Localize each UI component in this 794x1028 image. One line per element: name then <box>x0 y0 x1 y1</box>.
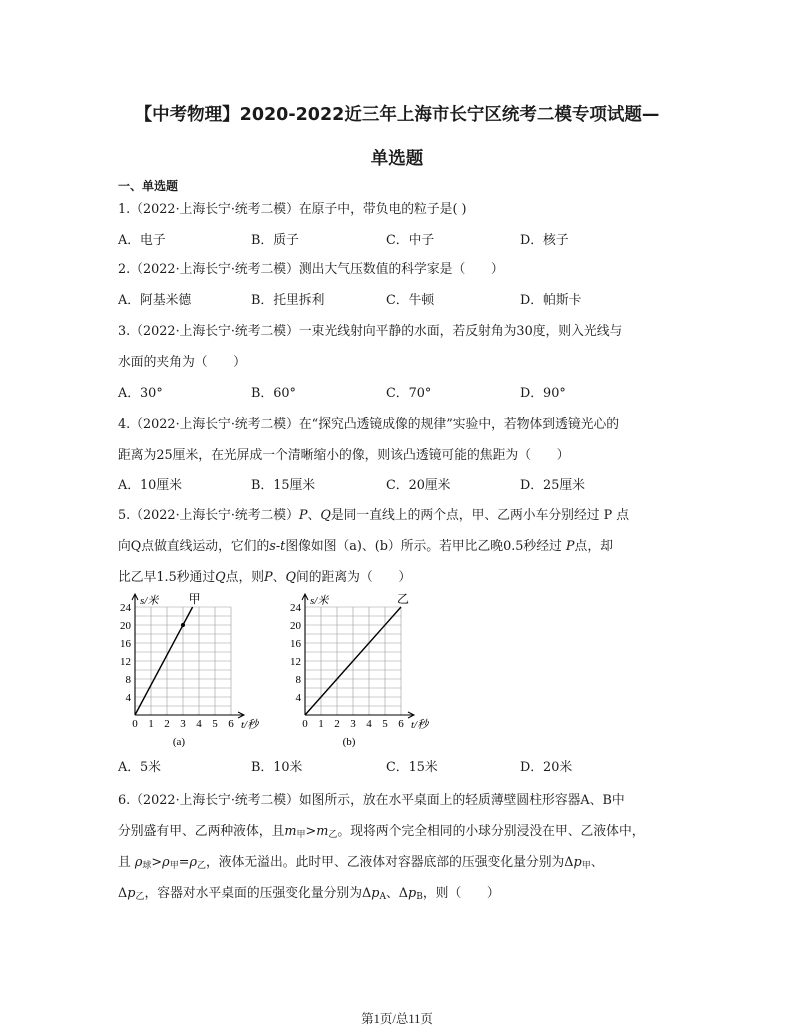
x-tick-label: 3 <box>350 718 356 730</box>
q5-option-d: D．20米 <box>520 760 573 775</box>
x-tick-label: 5 <box>382 718 388 730</box>
section-heading: 一、单选题 <box>118 179 179 193</box>
y-tick-label: 4 <box>295 692 301 704</box>
y-tick-label: 12 <box>290 656 301 668</box>
question-2-stem: 2.（2022·上海长宁·统考二模）测出大气压数值的科学家是（ ） <box>118 262 504 277</box>
x-tick-label: 2 <box>334 718 340 730</box>
x-tick-label: 5 <box>212 718 218 730</box>
q3-option-a: A．30° <box>118 386 163 401</box>
question-6-stem-line-3: 且 $\rho_球>\rho_甲=\rho_乙$，液体无溢出。此时甲、乙液体对容器底部的压强变化量分别为$\Delta p_甲$、 <box>118 855 604 871</box>
question-3-stem-line-1: 3.（2022·上海长宁·统考二模）一束光线射向平静的水面，若反射角为30度，则入光线与 <box>118 324 623 339</box>
series-label-b: 乙 <box>397 592 410 606</box>
question-3-stem-line-2: 水面的夹角为（ ） <box>118 355 246 370</box>
question-6-stem-line-4: $\Delta p_乙$，容器对水平桌面的压强变化量分别为$\Delta p_A$、$\Delta p_B$，则（ ） <box>118 886 500 902</box>
y-tick-label: 8 <box>125 674 131 686</box>
st-graph-a <box>108 590 273 750</box>
q5-option-c: C．15米 <box>386 760 438 775</box>
x-tick-label: 1 <box>318 718 324 730</box>
q2-option-b: B．托里拆利 <box>251 293 325 308</box>
q3-option-b: B．60° <box>251 386 296 401</box>
q2-option-a: A．阿基米德 <box>118 293 192 308</box>
x-axis-label: t/秒 <box>241 719 259 731</box>
x-tick-label: 6 <box>398 718 404 730</box>
st-graph-b <box>278 590 443 750</box>
q2-option-d: D．帕斯卡 <box>520 293 582 308</box>
q1-option-d: D．核子 <box>520 233 569 248</box>
page-footer: 第1页/总11页 <box>361 1012 433 1026</box>
x-axis-label: t/秒 <box>411 719 429 731</box>
y-axis-label: s/米 <box>310 595 329 607</box>
page-title-line-1: 【中考物理】2020-2022近三年上海市长宁区统考二模专项试题— <box>134 105 660 125</box>
q5-option-a: A．5米 <box>118 760 161 775</box>
question-5-stem-line-3: 比乙早1.5秒通过Q点，则P、Q间的距离为（ ） <box>118 570 412 585</box>
x-tick-label: 0 <box>132 718 138 730</box>
q1-option-c: C．中子 <box>386 233 435 248</box>
x-tick-label: 4 <box>196 718 202 730</box>
q1-option-a: A．电子 <box>118 233 166 248</box>
y-axis-label: s/米 <box>140 595 159 607</box>
y-tick-label: 24 <box>120 602 131 614</box>
y-tick-label: 24 <box>290 602 301 614</box>
q3-option-d: D．90° <box>520 386 566 401</box>
y-tick-label: 16 <box>120 638 131 650</box>
question-5-stem-line-2: 向Q点做直线运动，它们的s-t图像如图（a)、(b）所示。若甲比乙晚0.5秒经过 P点，却 <box>118 539 613 554</box>
x-tick-label: 3 <box>180 718 186 730</box>
x-tick-label: 0 <box>302 718 308 730</box>
q4-option-a: A．10厘米 <box>118 478 182 493</box>
graph-caption: (a) <box>172 736 186 748</box>
y-tick-label: 12 <box>120 656 131 668</box>
y-tick-label: 20 <box>290 620 301 632</box>
question-5-stem-line-1: 5.（2022·上海长宁·统考二模）P、Q是同一直线上的两个点，甲、乙两小车分别经过 P 点 <box>118 508 630 523</box>
q5-option-b: B．10米 <box>251 760 303 775</box>
series-label-a: 甲 <box>188 592 201 606</box>
y-tick-label: 20 <box>120 620 131 632</box>
x-tick-label: 2 <box>164 718 170 730</box>
q4-option-b: B．15厘米 <box>251 478 316 493</box>
question-4-stem-line-1: 4.（2022·上海长宁·统考二模）在“探究凸透镜成像的规律”实验中，若物体到透镜光心的 <box>118 417 620 432</box>
data-point <box>181 623 185 627</box>
question-4-stem-line-2: 距离为25厘米，在光屏成一个清晰缩小的像，则该凸透镜可能的焦距为（ ） <box>118 448 570 463</box>
x-tick-label: 1 <box>148 718 154 730</box>
q4-option-d: D．25厘米 <box>520 478 585 493</box>
y-tick-label: 4 <box>125 692 131 704</box>
graph-caption: (b) <box>342 736 356 748</box>
question-6-stem-line-1: 6.（2022·上海长宁·统考二模）如图所示，放在水平桌面上的轻质薄壁圆柱形容器A、B中 <box>118 793 625 808</box>
q4-option-c: C．20厘米 <box>386 478 451 493</box>
y-tick-label: 8 <box>295 674 301 686</box>
q3-option-c: C．70° <box>386 386 432 401</box>
x-tick-label: 4 <box>366 718 372 730</box>
x-tick-label: 6 <box>228 718 234 730</box>
q2-option-c: C．牛顿 <box>386 293 435 308</box>
page-title-line-2: 单选题 <box>370 149 424 169</box>
question-1-stem: 1.（2022·上海长宁·统考二模）在原子中，带负电的粒子是( ) <box>118 202 467 217</box>
q1-option-b: B．质子 <box>251 233 299 248</box>
question-6-stem-line-2: 分别盛有甲、乙两种液体，且$m_甲>m_乙$。现将两个完全相同的小球分别浸没在甲、乙液体中， <box>118 824 645 840</box>
y-tick-label: 16 <box>290 638 301 650</box>
